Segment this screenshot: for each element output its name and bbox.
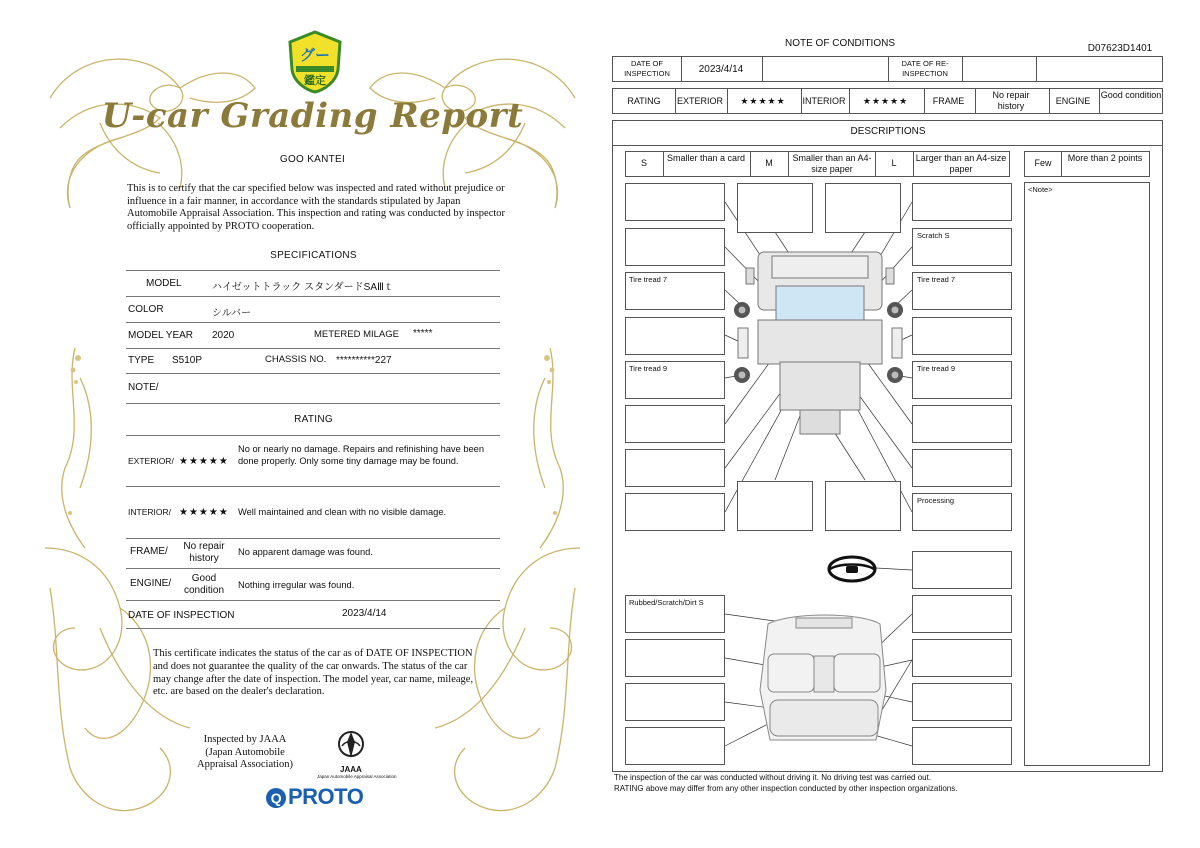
jaaa-full-name: Japan Automobile Appraisal Association xyxy=(317,774,397,779)
panel-box xyxy=(625,683,725,721)
panel-box xyxy=(625,317,725,355)
disclaimer-line-1: The inspection of the car was conducted without driving it. No driving test was carried out. xyxy=(614,773,932,782)
rating-label: RATING xyxy=(627,96,661,106)
panel-box xyxy=(912,405,1012,443)
date-of-inspection-value: 2023/4/14 xyxy=(698,64,744,75)
panel-box xyxy=(625,183,725,221)
interior-label: INTERIOR/ xyxy=(128,507,171,517)
chassis-label: CHASSIS NO. xyxy=(265,354,327,365)
interior-stars: ★★★★★ xyxy=(862,96,909,106)
panel-box xyxy=(625,405,725,443)
svg-text:鑑定: 鑑定 xyxy=(304,74,326,87)
legend-l-desc: Larger than an A4-size paper xyxy=(915,153,1007,174)
model-year-value: 2020 xyxy=(212,330,235,341)
rear-right-tire-tread: Tire tread 9 xyxy=(917,364,956,373)
report-title: U-car Grading Report xyxy=(101,96,524,136)
descriptions-heading: DESCRIPTIONS xyxy=(850,126,926,137)
specifications-heading: SPECIFICATIONS xyxy=(270,250,357,261)
processing-label: Processing xyxy=(917,496,955,505)
exterior-description: No or nearly no damage. Repairs and refinishing have been done properly. Only some tiny damage may be found. xyxy=(238,444,485,466)
interior-damage-label: Rubbed/Scratch/Dirt S xyxy=(629,598,704,607)
legend-few: Few xyxy=(1034,158,1052,168)
document-id: D07623D1401 xyxy=(1087,43,1153,54)
panel-box xyxy=(625,228,725,266)
certificate-footer: This certificate indicates the status of the car as of DATE OF INSPECTION and does not guarantee the quality of the car onwards. The status of the car may change after the date of inspection. The model year, car name, mileage, etc. are based on the dealer's declaration. xyxy=(153,648,474,698)
conditions-title: NOTE OF CONDITIONS xyxy=(785,38,895,49)
jaaa-name: JAAA xyxy=(340,765,362,774)
metered-mileage-value: ***** xyxy=(413,328,433,339)
panel-box xyxy=(912,639,1012,677)
frame-value: No repair history xyxy=(992,90,1030,111)
legend-l: L xyxy=(891,158,897,168)
model-value: ハイゼットトラック スタンダードSAⅢｔ xyxy=(212,282,394,293)
date-of-inspection-label: DATE OF INSPECTION xyxy=(128,610,235,621)
certification-statement: This is to certify that the car specified below was inspected and rated without prejudice or influence in a fair manner, in accordance with the standards stipulated by Japan Automobile Appraisal Association. This inspection and rating was conducted by inspector officially appointed by PROTO cooperation. xyxy=(127,183,506,232)
legend-m-desc: Smaller than an A4-size paper xyxy=(792,153,872,174)
panel-box xyxy=(737,183,813,233)
type-label: TYPE xyxy=(128,355,155,366)
interior-stars: ★★★★★ xyxy=(179,507,229,518)
rating-heading: RATING xyxy=(294,414,333,425)
front-right-tire-tread: Tire tread 7 xyxy=(917,275,956,284)
model-year-label: MODEL YEAR xyxy=(128,330,194,341)
panel-box xyxy=(825,183,901,233)
legend-s-desc: Smaller than a card xyxy=(666,153,746,163)
engine-label: ENGINE xyxy=(1055,96,1091,106)
date-of-inspection-label: DATE OF INSPECTION xyxy=(624,59,670,78)
note-label: NOTE/ xyxy=(128,382,159,393)
panel-box xyxy=(912,183,1012,221)
engine-description: Nothing irregular was found. xyxy=(238,580,355,590)
panel-box xyxy=(912,727,1012,765)
panel-box xyxy=(912,595,1012,633)
proto-logo: Q PROTO xyxy=(266,784,363,810)
engine-value: Good condition xyxy=(1100,90,1162,100)
inspected-by: Inspected by JAAA (Japan Automobile Appraisal Association) xyxy=(197,734,293,770)
panel-box xyxy=(625,727,725,765)
steering-wheel-icon xyxy=(829,557,875,581)
metered-mileage-label: METERED MILAGE xyxy=(314,329,399,340)
engine-label: ENGINE/ xyxy=(130,578,172,589)
front-left-tire-tread: Tire tread 7 xyxy=(629,275,668,284)
panel-box xyxy=(625,639,725,677)
frame-description: No apparent damage was found. xyxy=(238,547,373,557)
engine-value: Good condition xyxy=(183,573,225,596)
frame-value: No repair history xyxy=(183,541,225,564)
legend-s: S xyxy=(640,158,647,168)
color-label: COLOR xyxy=(128,304,164,315)
panel-box xyxy=(912,449,1012,487)
panel-box xyxy=(625,449,725,487)
model-label: MODEL xyxy=(146,278,182,289)
panel-box xyxy=(912,317,1012,355)
color-value: シルバー xyxy=(212,308,252,319)
proto-mark-icon: Q xyxy=(266,788,286,808)
svg-text:グー: グー xyxy=(299,46,331,64)
exterior-label: EXTERIOR/ xyxy=(128,456,174,466)
panel-box xyxy=(625,493,725,531)
rear-left-tire-tread: Tire tread 9 xyxy=(629,364,668,373)
frame-label: FRAME xyxy=(932,96,965,106)
exterior-label: EXTERIOR xyxy=(676,96,723,106)
note-label: <Note> xyxy=(1028,185,1053,194)
disclaimer-line-2: RATING above may differ from any other inspection conducted by other inspection organizations. xyxy=(614,784,958,793)
date-of-inspection-value: 2023/4/14 xyxy=(342,608,387,619)
report-subtitle: GOO KANTEI xyxy=(279,154,346,165)
scratch-label: Scratch S xyxy=(917,231,950,240)
date-of-reinspection-label: DATE OF RE-INSPECTION xyxy=(901,59,949,78)
exterior-stars: ★★★★★ xyxy=(740,96,786,106)
chassis-value: **********227 xyxy=(336,355,392,366)
panel-box xyxy=(825,481,901,531)
panel-box xyxy=(912,551,1012,589)
panel-box xyxy=(737,481,813,531)
interior-description: Well maintained and clean with no visible damage. xyxy=(238,507,447,517)
interior-label: INTERIOR xyxy=(802,96,846,106)
panel-box xyxy=(912,683,1012,721)
type-value: S510P xyxy=(172,355,203,366)
legend-m: M xyxy=(765,158,773,168)
exterior-stars: ★★★★★ xyxy=(179,456,229,467)
frame-label: FRAME/ xyxy=(130,546,168,557)
legend-few-desc: More than 2 points xyxy=(1067,153,1143,163)
